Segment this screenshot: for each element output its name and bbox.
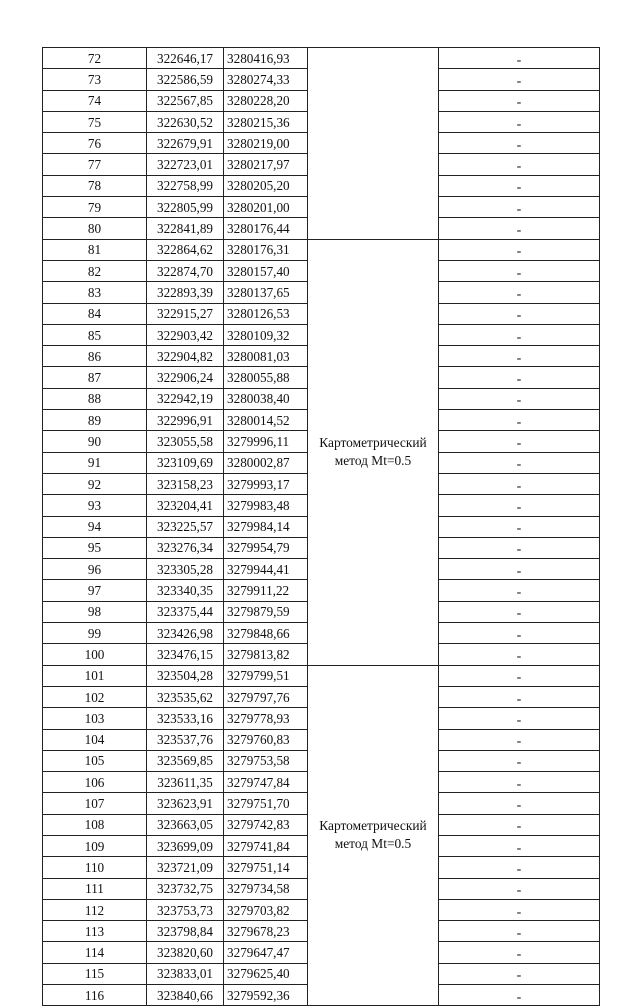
x-coordinate: 323504,28 bbox=[147, 665, 224, 686]
accuracy-value: - bbox=[439, 90, 600, 111]
point-number: 87 bbox=[43, 367, 147, 388]
x-coordinate: 322906,24 bbox=[147, 367, 224, 388]
x-coordinate: 323753,73 bbox=[147, 899, 224, 920]
y-coordinate: 3280416,93 bbox=[224, 48, 308, 69]
x-coordinate: 323611,35 bbox=[147, 772, 224, 793]
x-coordinate: 323109,69 bbox=[147, 452, 224, 473]
y-coordinate: 3279911,22 bbox=[224, 580, 308, 601]
point-number: 80 bbox=[43, 218, 147, 239]
y-coordinate: 3279954,79 bbox=[224, 537, 308, 558]
x-coordinate: 322942,19 bbox=[147, 388, 224, 409]
y-coordinate: 3280176,31 bbox=[224, 239, 308, 260]
point-number: 76 bbox=[43, 133, 147, 154]
y-coordinate: 3280157,40 bbox=[224, 260, 308, 281]
accuracy-value: - bbox=[439, 410, 600, 431]
y-coordinate: 3279848,66 bbox=[224, 623, 308, 644]
x-coordinate: 323537,76 bbox=[147, 729, 224, 750]
y-coordinate: 3279813,82 bbox=[224, 644, 308, 665]
x-coordinate: 322586,59 bbox=[147, 69, 224, 90]
accuracy-value: - bbox=[439, 239, 600, 260]
accuracy-value: - bbox=[439, 282, 600, 303]
x-coordinate: 322567,85 bbox=[147, 90, 224, 111]
point-number: 101 bbox=[43, 665, 147, 686]
x-coordinate: 323375,44 bbox=[147, 601, 224, 622]
accuracy-value: - bbox=[439, 814, 600, 835]
accuracy-value: - bbox=[439, 495, 600, 516]
point-number: 115 bbox=[43, 963, 147, 984]
accuracy-value: - bbox=[439, 346, 600, 367]
y-coordinate: 3280137,65 bbox=[224, 282, 308, 303]
x-coordinate: 323340,35 bbox=[147, 580, 224, 601]
method-cell bbox=[308, 239, 439, 665]
accuracy-value: - bbox=[439, 324, 600, 345]
point-number: 108 bbox=[43, 814, 147, 835]
accuracy-value: - bbox=[439, 559, 600, 580]
x-coordinate: 322996,91 bbox=[147, 410, 224, 431]
y-coordinate: 3280217,97 bbox=[224, 154, 308, 175]
point-number: 93 bbox=[43, 495, 147, 516]
method-cell bbox=[308, 665, 439, 1006]
point-number: 103 bbox=[43, 708, 147, 729]
point-number: 114 bbox=[43, 942, 147, 963]
accuracy-value: - bbox=[439, 985, 600, 1006]
point-number: 100 bbox=[43, 644, 147, 665]
y-coordinate: 3279984,14 bbox=[224, 516, 308, 537]
point-number: 75 bbox=[43, 111, 147, 132]
y-coordinate: 3280176,44 bbox=[224, 218, 308, 239]
accuracy-value: - bbox=[439, 154, 600, 175]
method-cell bbox=[308, 48, 439, 240]
point-number: 84 bbox=[43, 303, 147, 324]
x-coordinate: 322679,91 bbox=[147, 133, 224, 154]
point-number: 89 bbox=[43, 410, 147, 431]
y-coordinate: 3279778,93 bbox=[224, 708, 308, 729]
x-coordinate: 323535,62 bbox=[147, 686, 224, 707]
y-coordinate: 3279944,41 bbox=[224, 559, 308, 580]
point-number: 102 bbox=[43, 686, 147, 707]
x-coordinate: 323798,84 bbox=[147, 921, 224, 942]
y-coordinate: 3279797,76 bbox=[224, 686, 308, 707]
point-number: 81 bbox=[43, 239, 147, 260]
y-coordinate: 3279703,82 bbox=[224, 899, 308, 920]
accuracy-value: - bbox=[439, 175, 600, 196]
x-coordinate: 323225,57 bbox=[147, 516, 224, 537]
y-coordinate: 3280002,87 bbox=[224, 452, 308, 473]
accuracy-value: - bbox=[439, 601, 600, 622]
accuracy-value: - bbox=[439, 644, 600, 665]
x-coordinate: 322864,62 bbox=[147, 239, 224, 260]
point-number: 83 bbox=[43, 282, 147, 303]
y-coordinate: 3279753,58 bbox=[224, 750, 308, 771]
accuracy-value: - bbox=[439, 942, 600, 963]
point-number: 82 bbox=[43, 260, 147, 281]
accuracy-value: - bbox=[439, 793, 600, 814]
table-row bbox=[43, 665, 600, 686]
x-coordinate: 322758,99 bbox=[147, 175, 224, 196]
coordinates-table bbox=[42, 47, 600, 1006]
accuracy-value: - bbox=[439, 260, 600, 281]
accuracy-value: - bbox=[439, 367, 600, 388]
accuracy-value: - bbox=[439, 218, 600, 239]
point-number: 77 bbox=[43, 154, 147, 175]
method-line-2: метод Mt=0.5 bbox=[334, 836, 412, 852]
x-coordinate: 323820,60 bbox=[147, 942, 224, 963]
y-coordinate: 3280228,20 bbox=[224, 90, 308, 111]
accuracy-value: - bbox=[439, 857, 600, 878]
accuracy-value: - bbox=[439, 388, 600, 409]
accuracy-value: - bbox=[439, 686, 600, 707]
x-coordinate: 323569,85 bbox=[147, 750, 224, 771]
point-number: 99 bbox=[43, 623, 147, 644]
point-number: 78 bbox=[43, 175, 147, 196]
x-coordinate: 323426,98 bbox=[147, 623, 224, 644]
accuracy-value: - bbox=[439, 48, 600, 69]
y-coordinate: 3279751,14 bbox=[224, 857, 308, 878]
point-number: 72 bbox=[43, 48, 147, 69]
x-coordinate: 323833,01 bbox=[147, 963, 224, 984]
point-number: 92 bbox=[43, 473, 147, 494]
table-row bbox=[43, 48, 600, 69]
y-coordinate: 3279741,84 bbox=[224, 835, 308, 856]
coordinates-table-page bbox=[42, 47, 600, 1006]
x-coordinate: 323721,09 bbox=[147, 857, 224, 878]
accuracy-value: - bbox=[439, 899, 600, 920]
y-coordinate: 3280055,88 bbox=[224, 367, 308, 388]
x-coordinate: 323476,15 bbox=[147, 644, 224, 665]
y-coordinate: 3280081,03 bbox=[224, 346, 308, 367]
accuracy-value: - bbox=[439, 111, 600, 132]
accuracy-value: - bbox=[439, 665, 600, 686]
method-line-1: Картометрический bbox=[319, 818, 427, 834]
method-line-2: метод Mt=0.5 bbox=[334, 453, 412, 469]
x-coordinate: 322646,17 bbox=[147, 48, 224, 69]
accuracy-value: - bbox=[439, 835, 600, 856]
x-coordinate: 323158,23 bbox=[147, 473, 224, 494]
point-number: 110 bbox=[43, 857, 147, 878]
point-number: 104 bbox=[43, 729, 147, 750]
x-coordinate: 323533,16 bbox=[147, 708, 224, 729]
point-number: 88 bbox=[43, 388, 147, 409]
point-number: 107 bbox=[43, 793, 147, 814]
y-coordinate: 3279647,47 bbox=[224, 942, 308, 963]
y-coordinate: 3279742,83 bbox=[224, 814, 308, 835]
point-number: 95 bbox=[43, 537, 147, 558]
y-coordinate: 3280274,33 bbox=[224, 69, 308, 90]
point-number: 85 bbox=[43, 324, 147, 345]
x-coordinate: 323840,66 bbox=[147, 985, 224, 1006]
y-coordinate: 3279799,51 bbox=[224, 665, 308, 686]
accuracy-value: - bbox=[439, 921, 600, 942]
y-coordinate: 3280109,32 bbox=[224, 324, 308, 345]
point-number: 91 bbox=[43, 452, 147, 473]
y-coordinate: 3279678,23 bbox=[224, 921, 308, 942]
accuracy-value: - bbox=[439, 580, 600, 601]
accuracy-value: - bbox=[439, 69, 600, 90]
accuracy-value: - bbox=[439, 878, 600, 899]
point-number: 90 bbox=[43, 431, 147, 452]
x-coordinate: 322915,27 bbox=[147, 303, 224, 324]
x-coordinate: 323305,28 bbox=[147, 559, 224, 580]
accuracy-value: - bbox=[439, 729, 600, 750]
y-coordinate: 3279996,11 bbox=[224, 431, 308, 452]
x-coordinate: 323055,58 bbox=[147, 431, 224, 452]
point-number: 113 bbox=[43, 921, 147, 942]
y-coordinate: 3280205,20 bbox=[224, 175, 308, 196]
point-number: 109 bbox=[43, 835, 147, 856]
accuracy-value: - bbox=[439, 431, 600, 452]
y-coordinate: 3280126,53 bbox=[224, 303, 308, 324]
x-coordinate: 323699,09 bbox=[147, 835, 224, 856]
x-coordinate: 322903,42 bbox=[147, 324, 224, 345]
point-number: 73 bbox=[43, 69, 147, 90]
accuracy-value: - bbox=[439, 750, 600, 771]
y-coordinate: 3280014,52 bbox=[224, 410, 308, 431]
point-number: 96 bbox=[43, 559, 147, 580]
accuracy-value: - bbox=[439, 963, 600, 984]
x-coordinate: 322841,89 bbox=[147, 218, 224, 239]
y-coordinate: 3279747,84 bbox=[224, 772, 308, 793]
x-coordinate: 323623,91 bbox=[147, 793, 224, 814]
accuracy-value: - bbox=[439, 537, 600, 558]
point-number: 79 bbox=[43, 197, 147, 218]
method-line-1: Картометрический bbox=[319, 435, 427, 451]
y-coordinate: 3279625,40 bbox=[224, 963, 308, 984]
point-number: 105 bbox=[43, 750, 147, 771]
x-coordinate: 322893,39 bbox=[147, 282, 224, 303]
x-coordinate: 322805,99 bbox=[147, 197, 224, 218]
x-coordinate: 323732,75 bbox=[147, 878, 224, 899]
x-coordinate: 323276,34 bbox=[147, 537, 224, 558]
accuracy-value: - bbox=[439, 772, 600, 793]
point-number: 94 bbox=[43, 516, 147, 537]
y-coordinate: 3280219,00 bbox=[224, 133, 308, 154]
y-coordinate: 3280038,40 bbox=[224, 388, 308, 409]
accuracy-value: - bbox=[439, 708, 600, 729]
y-coordinate: 3279734,58 bbox=[224, 878, 308, 899]
y-coordinate: 3279983,48 bbox=[224, 495, 308, 516]
point-number: 98 bbox=[43, 601, 147, 622]
point-number: 112 bbox=[43, 899, 147, 920]
accuracy-value: - bbox=[439, 623, 600, 644]
accuracy-value: - bbox=[439, 452, 600, 473]
table-row bbox=[43, 239, 600, 260]
y-coordinate: 3279879,59 bbox=[224, 601, 308, 622]
accuracy-value: - bbox=[439, 197, 600, 218]
y-coordinate: 3279993,17 bbox=[224, 473, 308, 494]
point-number: 111 bbox=[43, 878, 147, 899]
x-coordinate: 323204,41 bbox=[147, 495, 224, 516]
y-coordinate: 3280201,00 bbox=[224, 197, 308, 218]
point-number: 116 bbox=[43, 985, 147, 1006]
coordinates-table-body bbox=[43, 48, 600, 1006]
point-number: 106 bbox=[43, 772, 147, 793]
y-coordinate: 3279592,36 bbox=[224, 985, 308, 1006]
y-coordinate: 3280215,36 bbox=[224, 111, 308, 132]
x-coordinate: 322630,52 bbox=[147, 111, 224, 132]
y-coordinate: 3279751,70 bbox=[224, 793, 308, 814]
y-coordinate: 3279760,83 bbox=[224, 729, 308, 750]
point-number: 97 bbox=[43, 580, 147, 601]
point-number: 74 bbox=[43, 90, 147, 111]
accuracy-value: - bbox=[439, 303, 600, 324]
x-coordinate: 322874,70 bbox=[147, 260, 224, 281]
x-coordinate: 323663,05 bbox=[147, 814, 224, 835]
x-coordinate: 322904,82 bbox=[147, 346, 224, 367]
accuracy-value: - bbox=[439, 133, 600, 154]
point-number: 86 bbox=[43, 346, 147, 367]
x-coordinate: 322723,01 bbox=[147, 154, 224, 175]
accuracy-value: - bbox=[439, 473, 600, 494]
accuracy-value: - bbox=[439, 516, 600, 537]
